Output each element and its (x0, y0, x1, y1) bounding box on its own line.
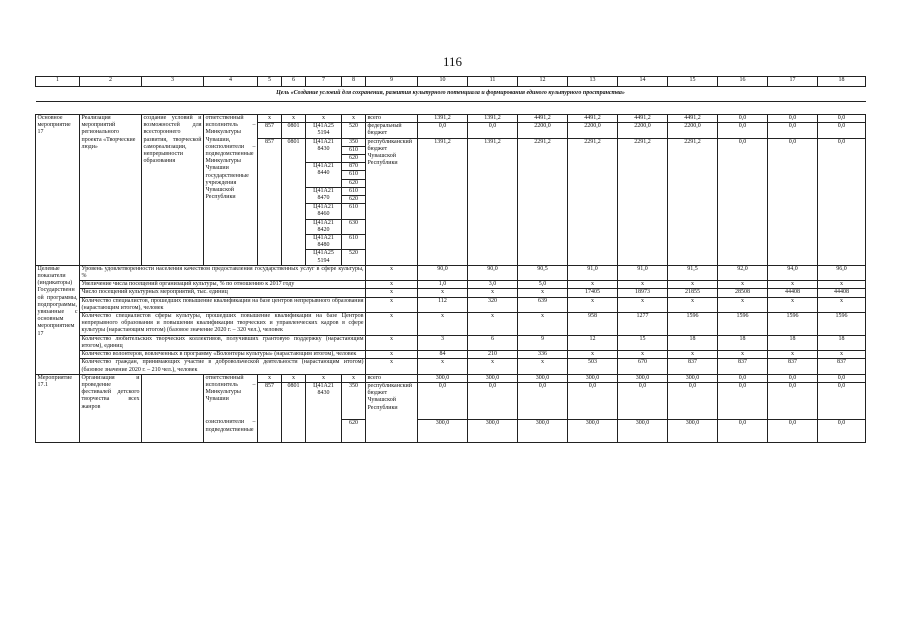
column-number: 7 (306, 77, 342, 87)
value-cell: 5,0 (518, 281, 568, 289)
event-executor: ответственный исполнитель – Минкультуры Чувашии, соисполнители – подведомственные Минкультуры Чувашии государственные учреждения Чувашской Республики (204, 115, 258, 266)
value-cell: 2291,2 (618, 138, 668, 265)
value-cell: 0,0 (718, 419, 768, 442)
event-name: Реализация мероприятий регионального проекта «Творческие люди» (80, 115, 142, 266)
value-cell: 300,0 (468, 419, 518, 442)
budget-code: Ц41А25 5194 (306, 123, 342, 138)
value-cell: x (818, 297, 866, 312)
value-cell: 837 (768, 359, 818, 374)
value-cell: 1277 (618, 313, 668, 336)
column-number: 9 (366, 77, 418, 87)
column-number: 11 (468, 77, 518, 87)
value-cell: 1391,2 (418, 138, 468, 265)
value-cell: 96,0 (818, 265, 866, 280)
value-cell: x (618, 297, 668, 312)
value-cell: 2291,2 (668, 138, 718, 265)
value-cell: 91,0 (618, 265, 668, 280)
value-cell: x (366, 335, 418, 350)
column-number: 4 (204, 77, 258, 87)
value-cell: x (718, 281, 768, 289)
value-cell: 44408 (768, 289, 818, 297)
value-cell: x (366, 297, 418, 312)
value-cell: 1596 (718, 313, 768, 336)
value-cell: 0,0 (618, 382, 668, 419)
column-number: 13 (568, 77, 618, 87)
value-cell: x (818, 281, 866, 289)
expense-type: 620 (342, 155, 366, 163)
value-cell: 1596 (818, 313, 866, 336)
value-cell: 0,0 (468, 123, 518, 138)
budget-code: x (306, 374, 342, 382)
value-cell: 1,0 (418, 281, 468, 289)
value-cell: 300,0 (668, 374, 718, 382)
indicator-name: Количество специалистов сферы культуры, прошедших повышение квалификации на базе Центров непрерывного образования и повышения квалификации творческих и управленческих кадров в сфере культуры (нарастающим итогом) (базовое значение 2020 г. – 320 чел.), человек (81, 313, 364, 334)
value-cell: 17405 (568, 289, 618, 297)
budget-code: 0801 (282, 382, 306, 442)
value-cell: 0,0 (818, 123, 866, 138)
column-number: 16 (718, 77, 768, 87)
value-cell: 300,0 (668, 419, 718, 442)
value-cell: 90,5 (518, 265, 568, 280)
value-cell: 91,0 (568, 265, 618, 280)
value-cell: 18 (668, 335, 718, 350)
column-number: 17 (768, 77, 818, 87)
indicator-name: Количество волонтеров, вовлеченных в программу «Волонтеры культуры» (нарастающим итогом), человек (80, 351, 366, 359)
value-cell: 44408 (818, 289, 866, 297)
event-executor: ответственный исполнитель – Минкультуры Чувашии (204, 374, 258, 419)
indicator-name: Уровень удовлетворенности населения качеством предоставления государственных услуг в сфере культуры, % (81, 265, 364, 280)
target-article: Ц41А21 8470 (306, 187, 342, 203)
indicator-name: Количество специалистов, прошедших повышение квалификации на базе центров непрерывного образования (нарастающим итогом), человек (81, 297, 364, 311)
value-cell: 300,0 (568, 419, 618, 442)
expense-type: 350 (342, 382, 366, 419)
value-cell: 0,0 (768, 382, 818, 419)
expense-type: 620 (342, 179, 366, 187)
value-cell: 84 (418, 351, 468, 359)
funding-source: республиканский бюджет Чувашской Республики (366, 138, 418, 265)
expense-type: 350 (342, 138, 366, 146)
event-name: Организация и проведение фестивалей детского творчества всех жанров (80, 374, 142, 442)
event-type: Мероприятие 17.1 (36, 374, 80, 442)
value-cell: 1391,2 (418, 115, 468, 123)
value-cell: x (718, 297, 768, 312)
budget-code: x (282, 374, 306, 382)
value-cell: 94,0 (768, 265, 818, 280)
value-cell: x (418, 359, 468, 374)
column-number: 6 (282, 77, 306, 87)
value-cell: x (568, 297, 618, 312)
value-cell: x (518, 313, 568, 336)
value-cell: 320 (468, 297, 518, 312)
value-cell: 300,0 (468, 374, 518, 382)
column-number: 5 (258, 77, 282, 87)
target-article: Ц41А21 8430 (306, 138, 342, 163)
event-purpose: создание условий и возможностей для всестороннего развития, творческой самореализации, непрерывности образования (142, 115, 204, 266)
target-article: Ц41А21 8420 (306, 219, 342, 234)
value-cell: x (366, 289, 418, 297)
target-article: Ц41А21 8430 (306, 382, 342, 442)
expense-type: 610 (342, 235, 366, 250)
value-cell: 0,0 (818, 374, 866, 382)
budget-code: 0801 (282, 123, 306, 138)
value-cell: 18 (818, 335, 866, 350)
value-cell: 0,0 (768, 123, 818, 138)
value-cell: x (668, 351, 718, 359)
value-cell: x (618, 351, 668, 359)
expense-type: 630 (342, 219, 366, 234)
value-cell: x (468, 359, 518, 374)
value-cell: 1391,2 (468, 115, 518, 123)
budget-code: x (258, 374, 282, 382)
value-cell: 503 (568, 359, 618, 374)
value-cell: x (668, 297, 718, 312)
column-number: 15 (668, 77, 718, 87)
value-cell: x (718, 351, 768, 359)
value-cell: x (468, 289, 518, 297)
value-cell: 300,0 (568, 374, 618, 382)
indicators-label: Целевые показатели (индикаторы) Государственной программы, подпрограммы, увязанные с основным мероприятием 17 (36, 265, 80, 374)
value-cell: 300,0 (518, 374, 568, 382)
budget-code: x (306, 115, 342, 123)
spacer (36, 102, 866, 115)
value-cell: 0,0 (418, 123, 468, 138)
funding-source: всего (366, 115, 418, 123)
value-cell: 4491,2 (518, 115, 568, 123)
expense-type: 610 (342, 204, 366, 219)
value-cell: 0,0 (818, 138, 866, 265)
value-cell: 0,0 (568, 382, 618, 419)
value-cell: 300,0 (618, 374, 668, 382)
funding-source: федеральный бюджет (366, 123, 418, 138)
value-cell: 2291,2 (518, 138, 568, 265)
value-cell: 91,5 (668, 265, 718, 280)
expense-type: 610 (342, 146, 366, 154)
value-cell: x (518, 359, 568, 374)
value-cell: 2200,0 (618, 123, 668, 138)
value-cell: 837 (718, 359, 768, 374)
value-cell: 300,0 (618, 419, 668, 442)
event-purpose (142, 374, 204, 442)
value-cell: 670 (618, 359, 668, 374)
value-cell: 9 (518, 335, 568, 350)
value-cell: 0,0 (718, 138, 768, 265)
value-cell: 210 (468, 351, 518, 359)
column-number: 10 (418, 77, 468, 87)
budget-code: 857 (258, 138, 282, 265)
value-cell: x (366, 313, 418, 336)
value-cell: 1596 (768, 313, 818, 336)
value-cell: 3,0 (468, 281, 518, 289)
value-cell: 0,0 (718, 123, 768, 138)
value-cell: 0,0 (768, 138, 818, 265)
value-cell: 0,0 (768, 374, 818, 382)
value-cell: 0,0 (518, 382, 568, 419)
value-cell: 0,0 (718, 374, 768, 382)
target-article: Ц41А21 8480 (306, 235, 342, 250)
event-type: Основное мероприятие 17 (36, 115, 80, 266)
value-cell: 336 (518, 351, 568, 359)
value-cell: 0,0 (418, 382, 468, 419)
target-article: Ц41А25 5194 (306, 250, 342, 265)
value-cell: x (768, 297, 818, 312)
value-cell: 1596 (668, 313, 718, 336)
value-cell: x (366, 265, 418, 280)
value-cell: 15 (618, 335, 668, 350)
value-cell: 12 (568, 335, 618, 350)
value-cell: 0,0 (818, 419, 866, 442)
value-cell: 3 (418, 335, 468, 350)
indicator-name: Число посещений культурных мероприятий, тыс. единиц (80, 289, 366, 297)
value-cell: 0,0 (818, 382, 866, 419)
program-table (35, 76, 866, 443)
budget-code: 520 (342, 123, 366, 138)
indicator-name: Количество граждан, принимающих участие в добровольческой деятельности (нарастающим итогом) (базовое значение 2020 г. – 210 чел.), человек (81, 359, 364, 373)
column-number: 3 (142, 77, 204, 87)
value-cell: 639 (518, 297, 568, 312)
value-cell: 0,0 (468, 382, 518, 419)
expense-type: 620 (342, 419, 366, 442)
value-cell: 18 (768, 335, 818, 350)
value-cell: 4491,2 (618, 115, 668, 123)
column-number: 1 (36, 77, 80, 87)
value-cell: x (568, 281, 618, 289)
value-cell: x (418, 289, 468, 297)
value-cell: 2291,2 (568, 138, 618, 265)
funding-source: республиканский бюджет Чувашской Республики (366, 382, 418, 442)
value-cell: 0,0 (768, 115, 818, 123)
value-cell: x (468, 313, 518, 336)
value-cell: x (768, 351, 818, 359)
value-cell: x (768, 281, 818, 289)
value-cell: 92,0 (718, 265, 768, 280)
column-number: 8 (342, 77, 366, 87)
value-cell: 2200,0 (568, 123, 618, 138)
column-number: 14 (618, 77, 668, 87)
expense-type: 870 (342, 163, 366, 171)
budget-code: 857 (258, 123, 282, 138)
expense-type: 520 (342, 250, 366, 265)
budget-code: x (282, 115, 306, 123)
value-cell: 300,0 (418, 374, 468, 382)
goal-title: Цель «Создание условий для сохранения, развития культурного потенциала и формирования единого культурного пространства» (36, 87, 866, 102)
page-number: 116 (442, 54, 463, 69)
expense-type: 620 (342, 196, 366, 204)
value-cell: 300,0 (518, 419, 568, 442)
value-cell: 112 (418, 297, 468, 312)
value-cell: 0,0 (718, 382, 768, 419)
indicator-name: Количество любительских творческих коллективов, получивших грантовую поддержку (нарастающим итогом), единиц (81, 335, 364, 349)
value-cell: 0,0 (818, 115, 866, 123)
value-cell: x (568, 351, 618, 359)
value-cell: 4491,2 (668, 115, 718, 123)
value-cell: x (366, 351, 418, 359)
indicator-name: Увеличение числа посещений организаций культуры, % по отношению к 2017 году (80, 281, 366, 289)
column-number: 18 (818, 77, 866, 87)
value-cell: 2200,0 (668, 123, 718, 138)
value-cell: 1391,2 (468, 138, 518, 265)
target-article: Ц41А21 8440 (306, 163, 342, 188)
value-cell: 18 (718, 335, 768, 350)
budget-code: 857 (258, 382, 282, 442)
value-cell: x (618, 281, 668, 289)
value-cell: 0,0 (718, 115, 768, 123)
budget-code: x (258, 115, 282, 123)
value-cell: 0,0 (768, 419, 818, 442)
value-cell: x (418, 313, 468, 336)
value-cell: x (518, 289, 568, 297)
value-cell: 6 (468, 335, 518, 350)
value-cell: x (668, 281, 718, 289)
value-cell: x (366, 359, 418, 374)
expense-type: 610 (342, 187, 366, 195)
budget-code: x (342, 115, 366, 123)
value-cell: 18973 (618, 289, 668, 297)
expense-type: 610 (342, 171, 366, 179)
value-cell: 21855 (668, 289, 718, 297)
funding-source: всего (366, 374, 418, 382)
value-cell: x (818, 351, 866, 359)
value-cell: 2200,0 (518, 123, 568, 138)
value-cell: 300,0 (418, 419, 468, 442)
value-cell: 90,0 (418, 265, 468, 280)
value-cell: 0,0 (668, 382, 718, 419)
value-cell: 4491,2 (568, 115, 618, 123)
budget-code: 0801 (282, 138, 306, 265)
column-number: 2 (80, 77, 142, 87)
column-number: 12 (518, 77, 568, 87)
target-article: Ц41А21 8460 (306, 204, 342, 219)
value-cell: 958 (568, 313, 618, 336)
budget-code: x (342, 374, 366, 382)
value-cell: x (366, 281, 418, 289)
value-cell: 90,0 (468, 265, 518, 280)
value-cell: 837 (818, 359, 866, 374)
event-executor: соисполнители – подведомственные (204, 419, 258, 442)
value-cell: 28508 (718, 289, 768, 297)
value-cell: 837 (668, 359, 718, 374)
